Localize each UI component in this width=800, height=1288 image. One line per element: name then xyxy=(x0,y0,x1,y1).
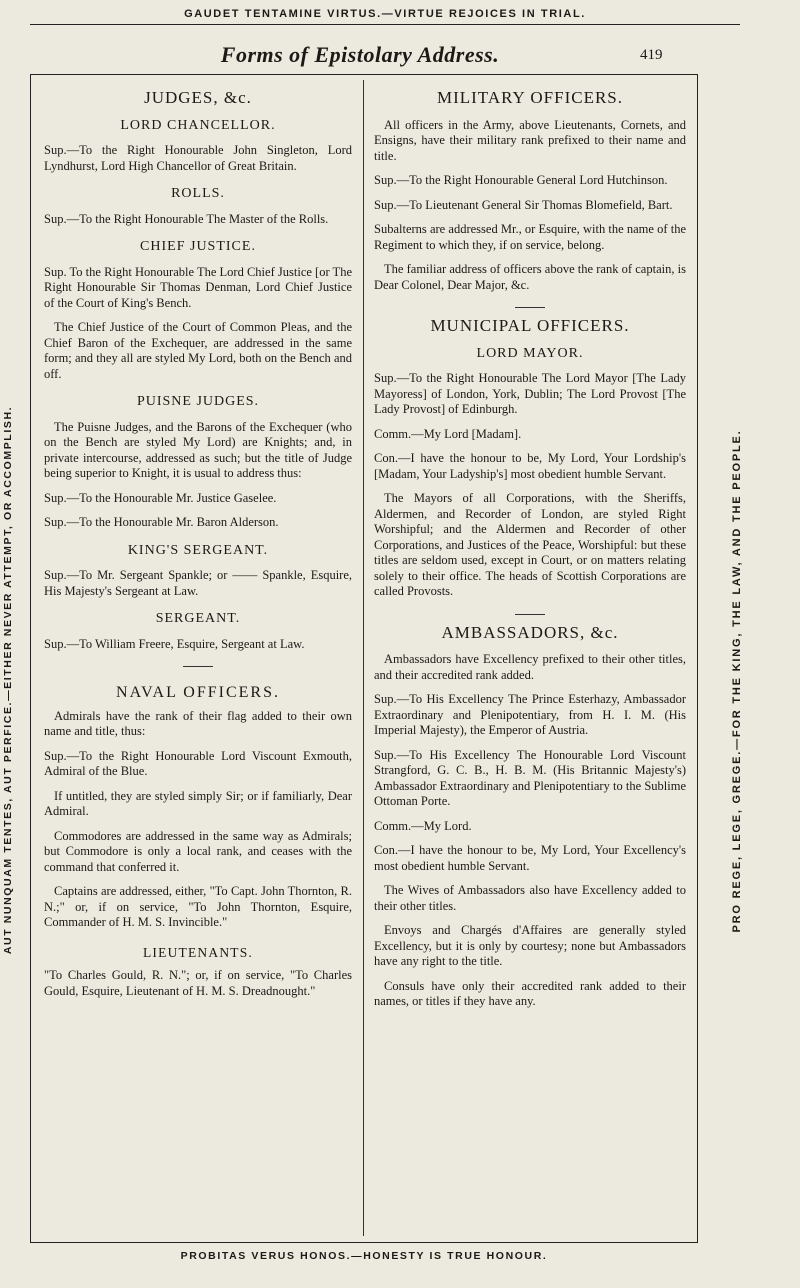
kings-sergeant-text: Sup.—To Mr. Sergeant Spankle; or —— Spankle, Esquire, His Majesty's Sergeant at Law. xyxy=(44,568,352,598)
naval-untitled: If untitled, they are styled simply Sir; or if familiarly, Dear Admiral. xyxy=(44,788,352,818)
chief-justice-heading: CHIEF JUSTICE. xyxy=(140,239,256,254)
rolls-text: Sup.—To the Right Honourable The Master of the Rolls. xyxy=(44,211,329,226)
military-example-2: Sup.—To Lieutenant General Sir Thomas Blomefield, Bart. xyxy=(374,197,673,212)
lieutenants-text: "To Charles Gould, R. N."; or, if on service, "To Charles Gould, Esquire, Lieutenant of H. M. S. Dreadnought." xyxy=(44,968,352,998)
commodores-text: Commodores are addressed in the same way as Admirals; but Commodore is only a local rank, and ceases with the command that conferred it. xyxy=(44,828,352,874)
section-rule xyxy=(515,307,545,308)
bottom-motto: PROBITAS VERUS HONOS.—HONESTY IS TRUE HONOUR. xyxy=(180,1250,548,1262)
puisne-example-2: Sup.—To the Honourable Mr. Baron Alderson. xyxy=(44,515,279,529)
left-margin-motto: AUT NUNQUAM TENTES, AUT PERFICE.—EITHER NEVER ATTEMPT, OR ACCOMPLISH. xyxy=(2,405,14,955)
ambassadors-comm: Comm.—My Lord. xyxy=(374,818,472,833)
ambassadors-heading: AMBASSADORS, &c. xyxy=(441,622,619,642)
naval-intro: Admirals have the rank of their flag added to their own name and title, thus: xyxy=(44,708,352,738)
page-title: Forms of Epistolary Address. xyxy=(220,42,500,67)
frame-bottom-border xyxy=(30,1242,698,1243)
envoys-text: Envoys and Chargés d'Affaires are generally styled Excellency, but it is only by courtesy; none but Ambassadors have any right to the title. xyxy=(374,923,686,968)
puisne-example-1: Sup.—To the Honourable Mr. Justice Gaselee. xyxy=(44,490,277,505)
municipal-officers-heading: MUNICIPAL OFFICERS. xyxy=(430,316,630,335)
military-intro: All officers in the Army, above Lieutenants, Cornets, and Ensigns, have their military rank prefixed to their name and title. xyxy=(374,117,686,163)
right-margin-motto: PRO REGE, LEGE, GREGE.—FOR THE KING, THE LAW, AND THE PEOPLE. xyxy=(731,429,743,933)
sergeant-heading: SERGEANT. xyxy=(155,611,241,626)
ambassadors-intro: Ambassadors have Excellency prefixed to their other titles, and their accredited rank added. xyxy=(374,652,686,682)
lord-mayor-heading: LORD MAYOR. xyxy=(476,345,584,361)
lord-chancellor-heading: LORD CHANCELLOR. xyxy=(120,117,276,133)
naval-example: Sup.—To the Right Honourable Lord Viscount Exmouth, Admiral of the Blue. xyxy=(44,748,352,778)
frame-right-border xyxy=(697,74,698,1242)
naval-officers-heading: NAVAL OFFICERS. xyxy=(116,684,280,701)
lord-mayor-con: Con.—I have the honour to be, My Lord, Your Lordship's [Madam, Your Ladyship's] most obedient humble Servant. xyxy=(374,451,686,481)
frame-left-border xyxy=(30,74,31,1242)
judges-heading: JUDGES, &c. xyxy=(144,88,252,107)
puisne-judges-heading: PUISNE JUDGES. xyxy=(136,394,260,409)
captains-text: Captains are addressed, either, "To Capt. John Thornton, R. N.;" or, if on service, "To John Thornton, Esquire, Commander of H. M. S. Invincible." xyxy=(44,884,352,929)
lord-mayor-comm: Comm.—My Lord [Madam]. xyxy=(374,426,522,441)
chief-justice-text: Sup. To the Right Honourable The Lord Chief Justice [or The Right Honourable Sir Thomas Denman, Lord Chief Justice of the Court of King's Bench. xyxy=(44,264,352,310)
header-rule xyxy=(30,74,698,75)
wives-text: The Wives of Ambassadors also have Excellency added to their other titles. xyxy=(374,883,686,913)
lord-chancellor-text: Sup.—To the Right Honourable John Singleton, Lord Lyndhurst, Lord High Chancellor of Great Britain. xyxy=(44,143,352,173)
sergeant-text: Sup.—To William Freere, Esquire, Sergeant at Law. xyxy=(44,636,305,651)
common-pleas-text: The Chief Justice of the Court of Common Pleas, and the Chief Baron of the Exchequer, are addressed in the same form; and they all are styled My Lord, both on the Bench and off. xyxy=(44,320,352,381)
lieutenants-heading: LIEUTENANTS. xyxy=(142,944,253,960)
military-example-1: Sup.—To the Right Honourable General Lord Hutchinson. xyxy=(374,173,668,187)
top-motto: GAUDET TENTAMINE VIRTUS.—VIRTUE REJOICES IN TRIAL. xyxy=(184,8,586,20)
right-column xyxy=(374,80,686,1019)
rolls-heading: ROLLS. xyxy=(171,186,225,201)
corporations-text: The Mayors of all Corporations, with the Sheriffs, Aldermen, and Recorder of London, are styled Right Worshipful; and the Aldermen and Recorder of other Corporations, and Justices of the Peace, Worshipful: but these titles are seldom used, except in Court, or on matters relating solely to their office. The heads of Scottish Corporations are called Provosts. xyxy=(374,491,686,598)
ambassadors-con: Con.—I have the honour to be, My Lord, Your Excellency's most obedient humble Servant. xyxy=(374,843,686,873)
military-officers-heading: MILITARY OFFICERS. xyxy=(436,88,624,107)
section-rule xyxy=(515,614,545,615)
column-divider xyxy=(363,80,364,1236)
subalterns-text: Subalterns are addressed Mr., or Esquire, with the name of the Regiment to which they, if on service, belong. xyxy=(374,222,686,252)
consuls-text: Consuls have only their accredited rank added to their names, or titles if they have any. xyxy=(374,978,686,1008)
lord-mayor-sup: Sup.—To the Right Honourable The Lord Mayor [The Lady Mayoress] of London, York, Dublin; The Lord Provost [The Lady Provost] of Edinburgh. xyxy=(374,371,686,416)
ambassadors-example-1: Sup.—To His Excellency The Prince Esterhazy, Ambassador Extraordinary and Plenipotentiary, from H. I. M. (His Imperial Majesty), the Emperor of Austria. xyxy=(374,692,686,737)
section-rule xyxy=(183,666,213,667)
page-number: 419 xyxy=(640,47,663,63)
puisne-judges-text: The Puisne Judges, and the Barons of the Exchequer (who on the Bench are styled My Lord) are Knights; and, in private intercourse, addressed as such; but the title of Judge being superior to Knight, it is usual to address thus: xyxy=(44,419,352,480)
kings-sergeant-heading: KING'S SERGEANT. xyxy=(127,542,269,558)
ambassadors-example-2: Sup.—To His Excellency The Honourable Lord Viscount Strangford, G. C. B., H. B. M. (His Britannic Majesty's) Ambassador Extraordinary and Plenipotentiary to the Sublime Ottoman Porte. xyxy=(374,747,686,808)
left-column xyxy=(44,80,352,1008)
top-rule xyxy=(30,24,740,25)
familiar-address-text: The familiar address of officers above the rank of captain, is Dear Colonel, Dear Major, &c. xyxy=(374,262,686,292)
